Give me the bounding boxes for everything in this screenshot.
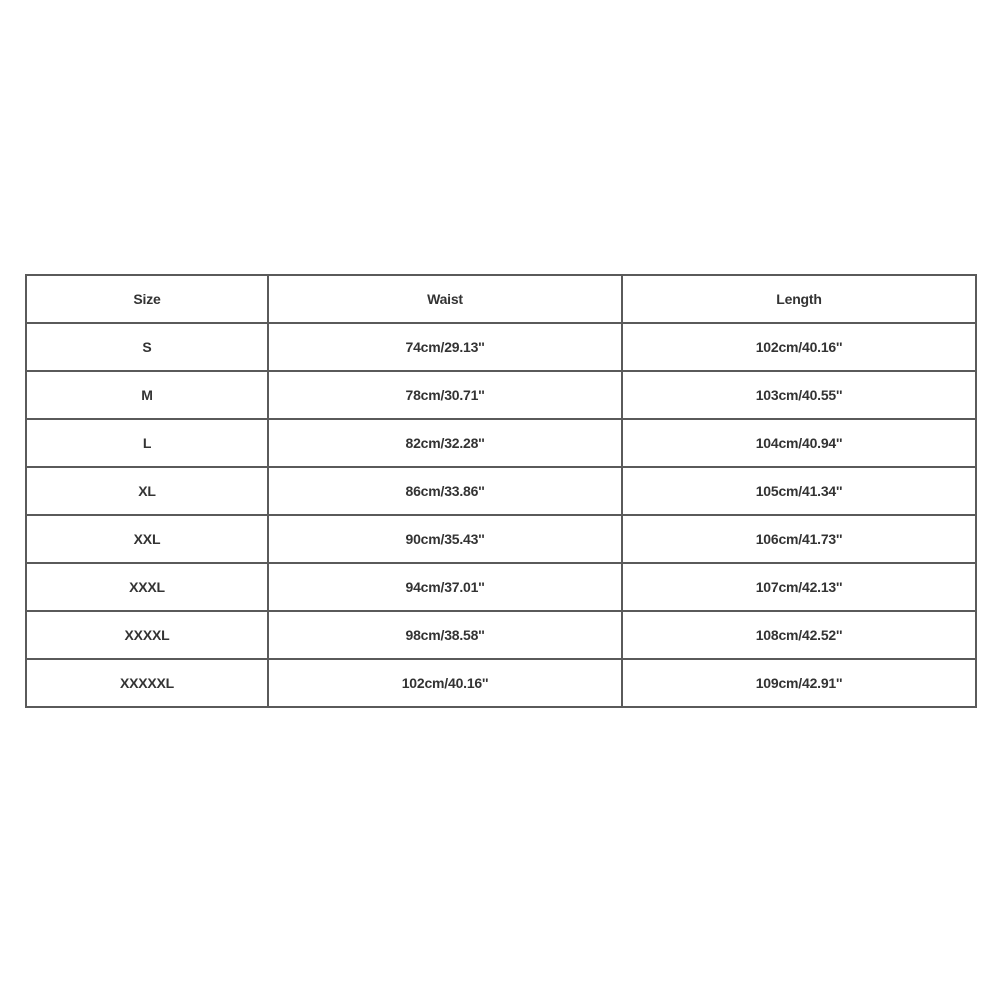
table-row bbox=[26, 515, 976, 563]
waist-cell: 86cm/33.86'' bbox=[268, 467, 622, 515]
header-row bbox=[26, 275, 976, 323]
table-body bbox=[26, 323, 976, 707]
waist-cell: 102cm/40.16'' bbox=[268, 659, 622, 707]
length-cell: 108cm/42.52'' bbox=[622, 611, 976, 659]
table-row bbox=[26, 323, 976, 371]
size-cell: XL bbox=[26, 467, 268, 515]
table-row bbox=[26, 563, 976, 611]
waist-cell: 94cm/37.01'' bbox=[268, 563, 622, 611]
size-cell: XXXXL bbox=[26, 611, 268, 659]
size-cell: S bbox=[26, 323, 268, 371]
size-cell: XXXL bbox=[26, 563, 268, 611]
table-row bbox=[26, 611, 976, 659]
table-row bbox=[26, 371, 976, 419]
waist-cell: 98cm/38.58'' bbox=[268, 611, 622, 659]
length-cell: 102cm/40.16'' bbox=[622, 323, 976, 371]
waist-cell: 74cm/29.13'' bbox=[268, 323, 622, 371]
table-row bbox=[26, 467, 976, 515]
length-cell: 109cm/42.91'' bbox=[622, 659, 976, 707]
table-row bbox=[26, 419, 976, 467]
size-cell: M bbox=[26, 371, 268, 419]
length-cell: 107cm/42.13'' bbox=[622, 563, 976, 611]
size-cell: XXXXXL bbox=[26, 659, 268, 707]
size-chart-table bbox=[25, 274, 977, 708]
header-size: Size bbox=[26, 275, 268, 323]
length-cell: 105cm/41.34'' bbox=[622, 467, 976, 515]
header-waist: Waist bbox=[268, 275, 622, 323]
waist-cell: 90cm/35.43'' bbox=[268, 515, 622, 563]
length-cell: 104cm/40.94'' bbox=[622, 419, 976, 467]
length-cell: 106cm/41.73'' bbox=[622, 515, 976, 563]
waist-cell: 78cm/30.71'' bbox=[268, 371, 622, 419]
size-cell: L bbox=[26, 419, 268, 467]
header-length: Length bbox=[622, 275, 976, 323]
size-cell: XXL bbox=[26, 515, 268, 563]
length-cell: 103cm/40.55'' bbox=[622, 371, 976, 419]
table-row bbox=[26, 659, 976, 707]
table-header bbox=[26, 275, 976, 323]
waist-cell: 82cm/32.28'' bbox=[268, 419, 622, 467]
